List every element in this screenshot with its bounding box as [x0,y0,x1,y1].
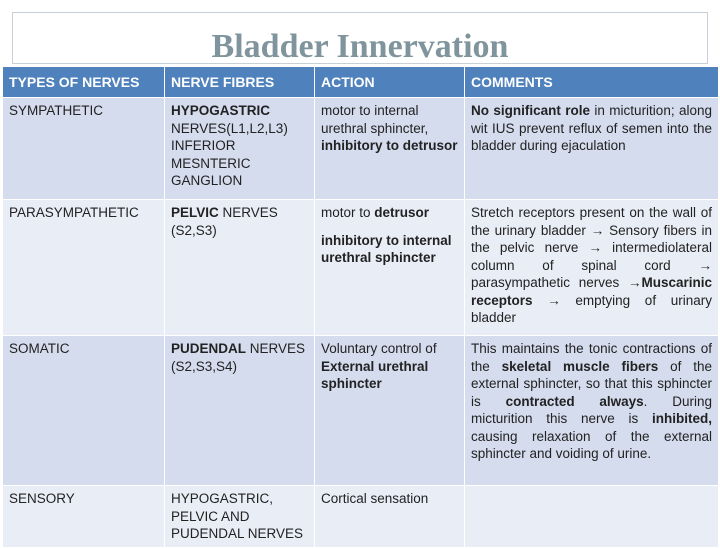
action-text: motor to internal urethral sphincter, [321,103,429,136]
nerve-type: SYMPATHETIC [9,103,104,118]
action-bold-2: inhibitory to internal urethral sphincter [321,232,452,265]
fibre-name: PELVIC [171,205,219,220]
fibre-detail: NERVES (S2,S3,S4) [171,341,306,374]
cell-type [3,200,165,336]
cell-action [315,200,465,336]
table-header-row [3,67,719,98]
cell-action [315,486,465,548]
cell-fibres [165,98,315,200]
innervation-table [2,66,719,548]
comment-text: Sensory fibers in the pelvic nerve [471,222,712,255]
comment-text: Stretch receptors present on the wall of the urinary bladder [471,205,712,238]
cell-fibres [165,486,315,548]
arrow-icon: → [627,275,642,290]
header-nerve-fibres: NERVE FIBRES [165,67,315,98]
comment-bold: inhibited, [652,411,712,426]
title-box [12,12,708,64]
comment-text: intermediolateral column of spinal cord [471,240,712,273]
comment-bold: No significant role [471,103,591,118]
action-text: Voluntary control of [321,341,437,356]
arrow-icon: → [698,257,712,273]
fibre-detail: NERVES (S2,S3) [171,205,278,238]
action-bold: detrusor [374,205,430,220]
table-row-sensory [3,486,719,548]
table-row-sympathetic [3,98,719,200]
nerve-type: SENSORY [9,491,75,506]
header-action: ACTION [315,67,465,98]
comment-text: parasympathetic nerves [471,275,620,290]
action-bold: External urethral sphincter [321,358,429,391]
nerve-type: PARASYMPATHETIC [9,205,139,220]
cell-comment [465,486,719,548]
table-row-somatic [3,336,719,486]
comment-text: causing relaxation of the external sphincter and voiding of urine. [471,428,712,461]
fibre-detail: HYPOGASTRIC, PELVIC AND PUDENDAL NERVES [171,491,304,541]
comment-bold: skeletal muscle fibers [501,358,659,374]
arrow-icon: → [547,292,561,308]
table-row-parasympathetic [3,200,719,336]
cell-type [3,336,165,486]
slide-title: Bladder Innervation [211,28,509,65]
comment-text: This maintains the tonic contractions of the [471,341,712,374]
fibre-name: PUDENDAL [171,341,247,356]
arrow-icon: → [590,222,605,238]
fibre-detail: NERVES(L1,L2,L3) INFERIOR MESNTERIC GANGLION [171,120,288,188]
spacer [321,222,458,232]
cell-action [315,98,465,200]
comment-text: of the external sphincter, so that this sphincter is [471,358,712,409]
arrow-icon: → [588,240,603,255]
action-text: Cortical sensation [321,491,429,506]
fibre-name: HYPOGASTRIC [171,103,271,118]
comment-text: . During micturition this nerve is [471,393,712,426]
cell-comment [465,200,719,336]
comment-bold: Muscarinic receptors [471,275,712,308]
action-bold: inhibitory to detrusor [321,138,458,153]
nerve-type: SOMATIC [9,341,70,356]
comment-text: emptying of urinary bladder [471,292,712,325]
cell-action [315,336,465,486]
comment-bold: contracted always [505,393,644,409]
cell-fibres [165,200,315,336]
comment-text: in micturition; along wit IUS prevent reflux of semen into the bladder during ejaculation [471,103,712,153]
cell-comment [465,98,719,200]
header-comments: COMMENTS [465,67,719,98]
cell-type [3,98,165,200]
cell-fibres [165,336,315,486]
action-text: motor to [321,205,371,220]
cell-type [3,486,165,548]
cell-comment [465,336,719,486]
header-types-of-nerves: TYPES OF NERVES [3,67,165,98]
